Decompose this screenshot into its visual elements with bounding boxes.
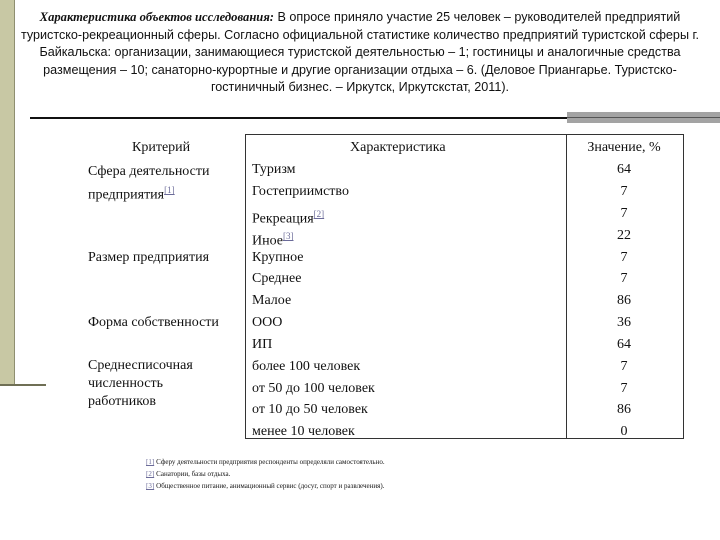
footnote-number[interactable]: [1] (146, 458, 155, 466)
table-divider (683, 134, 684, 438)
intro-lead: Характеристика объектов исследования: (39, 10, 274, 24)
left-accent-edge (14, 0, 15, 384)
value-cell: 7 (620, 359, 628, 374)
characteristic-cell: от 10 до 50 человек (252, 402, 368, 417)
characteristic-cell: менее 10 человек (252, 424, 355, 439)
characteristic-cell: Гостеприимство (252, 184, 349, 199)
footnote-number[interactable]: [3] (146, 482, 155, 490)
characteristic-cell: Среднее (252, 271, 302, 286)
criterion-employees: Среднесписочная численность работников (88, 358, 193, 409)
criterion-ownership: Форма собственности (88, 315, 219, 330)
value-cell: 86 (617, 293, 631, 308)
separator-rule (30, 117, 567, 119)
footnote-ref-3[interactable]: [3] (283, 231, 294, 241)
characteristic-cell: от 50 до 100 человек (252, 381, 375, 396)
footnote-3 (146, 482, 384, 491)
criterion-sphere-label: Сфера деятельности предприятия (88, 164, 210, 203)
criterion-size: Размер предприятия (88, 250, 210, 265)
footnote-text: Сферу деятельности предприятия респонденты определяли самостоятельно. (156, 458, 385, 466)
value-cell: 86 (617, 402, 631, 417)
header-characteristic: Характеристика (350, 140, 446, 155)
table-divider (245, 134, 246, 438)
footnote-ref-1[interactable]: [1] (164, 185, 175, 195)
footnote-ref-2[interactable]: [2] (313, 209, 325, 219)
value-cell: 64 (617, 337, 631, 352)
left-accent-underline (0, 384, 46, 386)
value-cell: 7 (620, 184, 628, 199)
characteristic-cell: Малое (252, 293, 292, 308)
intro-text: В опросе приняло участие 25 человек – руководителей предприятий туристско-рекреационный сферы. Согласно официальной статистике количество предприятий туристской сферы г. Байкальска: организации, занимающиеся туристской деятельностью – 1; гостиницы и аналогичные средства размещения – 10; санаторно-курортные и другие организации отдыха – 6. (Деловое Приангарье. Туристско-гостиничный бизнес. – Иркутск, Иркутскстат, 2011). (20, 10, 700, 94)
footnote-2 (146, 470, 230, 479)
value-cell: 7 (620, 271, 628, 286)
value-cell: 7 (620, 250, 628, 265)
criterion-sphere (88, 163, 243, 205)
characteristic-label: Иное (252, 233, 283, 249)
header-criterion: Критерий (132, 140, 191, 155)
value-cell: 7 (620, 381, 628, 396)
footnote-number[interactable]: [2] (146, 470, 155, 478)
footnote-text: Санатории, базы отдыха. (156, 470, 231, 478)
footnote-text: Общественное питание, анимационный сервис (досуг, спорт и развлечения). (156, 482, 385, 490)
table-divider (566, 134, 567, 438)
left-accent-bar (0, 0, 14, 384)
header-value: Значение, % (587, 140, 661, 155)
value-cell: 7 (620, 206, 628, 221)
characteristic-cell: Крупное (252, 250, 304, 265)
characteristic-cell: ООО (252, 315, 283, 330)
table-divider (245, 134, 684, 135)
characteristic-cell: Туризм (252, 162, 296, 177)
separator-accent-line (567, 117, 720, 118)
value-cell: 36 (617, 315, 631, 330)
characteristic-cell: ИП (252, 337, 273, 352)
characteristic-cell: более 100 человек (252, 359, 361, 374)
intro-paragraph (20, 9, 700, 97)
value-cell: 64 (617, 162, 631, 177)
value-cell: 0 (620, 424, 628, 439)
value-cell: 22 (617, 228, 631, 243)
footnote-1 (146, 458, 385, 467)
characteristic-label: Рекреация (252, 211, 314, 227)
